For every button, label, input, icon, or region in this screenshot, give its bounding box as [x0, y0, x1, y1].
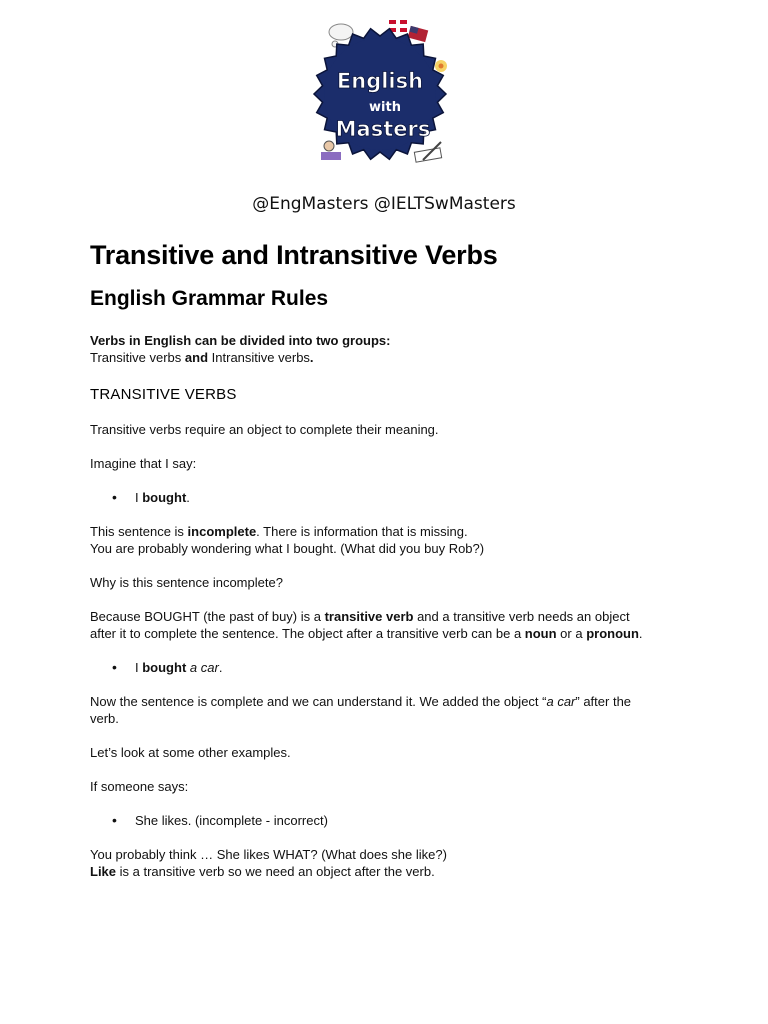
- example-list-3: [90, 812, 690, 829]
- logo-text-masters: Masters: [335, 117, 431, 141]
- logo-text-english: English: [336, 69, 424, 93]
- page-title: Transitive and Intransitive Verbs: [90, 240, 498, 270]
- intro-paragraph: [90, 332, 690, 366]
- paragraph-other-examples: Let’s look at some other examples.: [90, 745, 291, 760]
- paragraph-because: Because BOUGHT (the past of buy) is a transitive verb and a transitive verb needs an object after it to complete the sentence. The object after a transitive verb can be a noun or a pronoun.: [90, 609, 643, 641]
- intro-intransitive: Intransitive verbs: [211, 350, 310, 365]
- intro-transitive: Transitive verbs: [90, 350, 182, 365]
- paragraph-complete: Now the sentence is complete and we can understand it. We added the object “a car” after the verb.: [90, 694, 632, 726]
- intro-lead: Verbs in English can be divided into two groups:: [90, 333, 391, 348]
- page-subtitle: English Grammar Rules: [90, 287, 329, 310]
- list-item: • I bought.: [90, 489, 690, 506]
- paragraph-definition: Transitive verbs require an object to complete their meaning.: [90, 422, 439, 437]
- logo-text-with: with: [369, 100, 401, 115]
- document-content: [90, 238, 690, 880]
- doodle-pencil-paper-icon: [414, 142, 441, 162]
- english-with-masters-logo: [305, 14, 455, 170]
- paragraph-why: Why is this sentence incomplete?: [90, 575, 283, 590]
- section-heading-transitive: TRANSITIVE VERBS: [90, 386, 237, 403]
- example-list-2: [90, 659, 690, 676]
- list-item: • She likes. (incomplete - incorrect): [90, 812, 690, 829]
- paragraph-incomplete: This sentence is incomplete. There is information that is missing. You are probably wondering what I bought. (What did you buy Rob?): [90, 524, 485, 556]
- paragraph-imagine: Imagine that I say:: [90, 456, 197, 471]
- example-list-1: [90, 489, 690, 506]
- social-handles: @EngMasters @IELTSwMasters: [252, 194, 516, 214]
- paragraph-likes: You probably think … She likes WHAT? (What does she like?) Like is a transitive verb so we need an object after the verb.: [90, 847, 447, 879]
- intro-and: and: [184, 350, 209, 365]
- list-item: • I bought a car.: [90, 659, 690, 676]
- intro-period: .: [309, 350, 314, 365]
- paragraph-if-someone: If someone says:: [90, 779, 189, 794]
- doodle-flower-icon: [435, 60, 447, 72]
